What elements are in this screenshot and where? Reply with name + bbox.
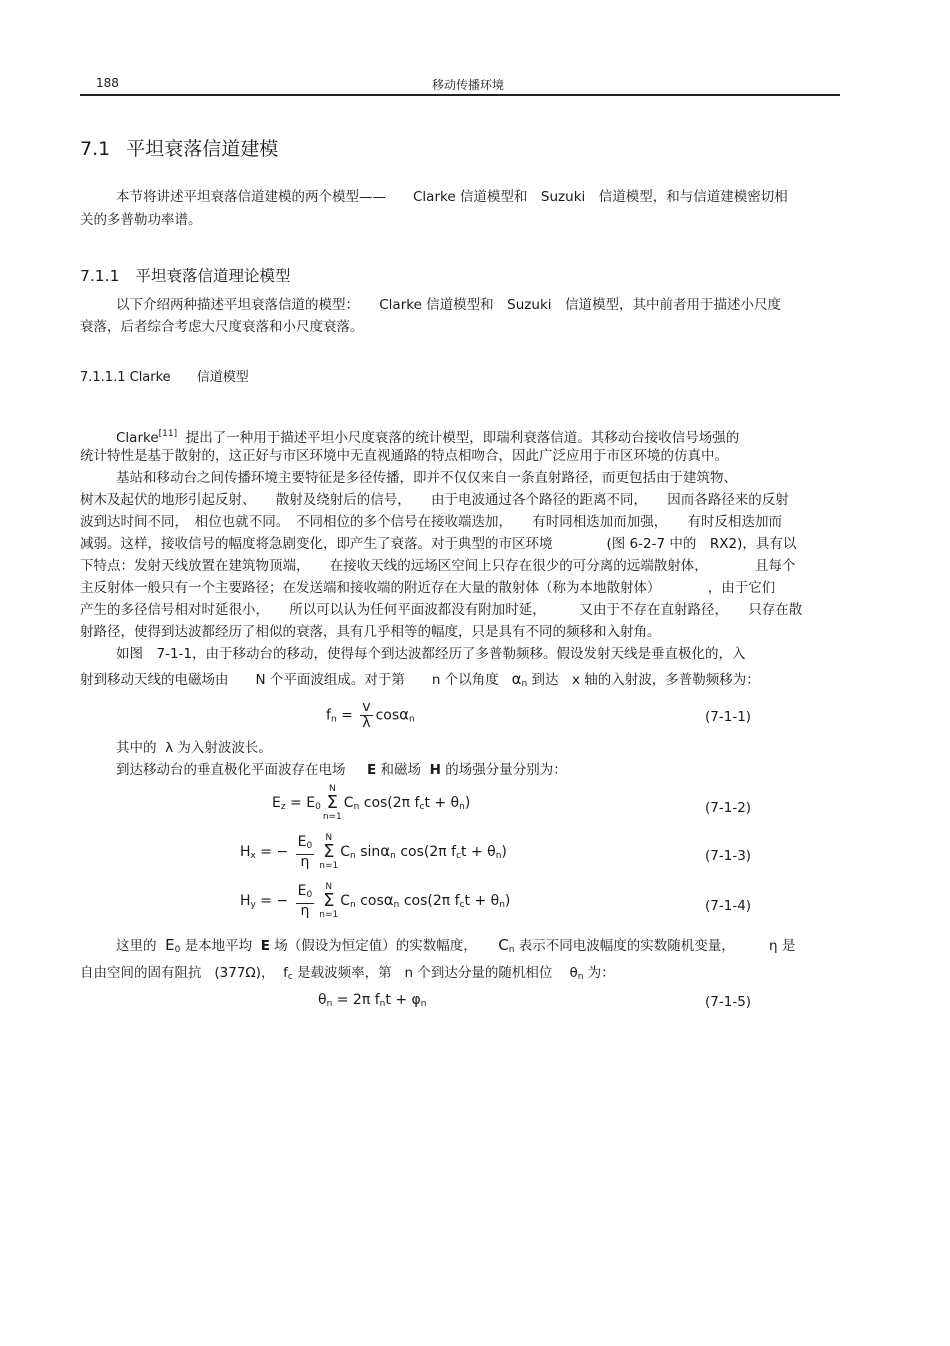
equation-7-1-3: $H_x$ = − $\frac{E_0}{\eta}$ N Σ n=1 $C_n$ sinα$_n$ cos(2π $f_ct + \theta_n$) <box>240 833 507 871</box>
equation-7-1-5: $\theta_n = 2\pi$ $f_nt + \varphi_n$ <box>318 992 427 1009</box>
body-p2-line-2: 树木及起伏的地形引起反射、 散射及绕射后的信号， 由于电波通过各个路径的距离不同， 因而各路径来的反射 <box>80 492 789 508</box>
subsection-text-line-1: 以下介绍两种描述平坦衰落信道的模型： Clarke 信道模型和 Suzuki 信道模型，其中前者用于描述小尺度 <box>116 297 782 313</box>
subsection-number: 7.1.1 <box>80 267 120 285</box>
body-p3-line-1: 如图 7-1-1，由于移动台的移动，使得每个到达波都经历了多普勒频移。假设发射天线是垂直极化的，入 <box>116 646 746 662</box>
equation-number-7-1-3: (7-1-3) <box>705 848 752 864</box>
section-title: 平坦衰落信道建模 <box>126 138 279 160</box>
equation-7-1-1: $f_n$ = $\frac{v}{\lambda}$ cosα$_n$ <box>326 699 415 731</box>
subsubsection-title: 信道模型 <box>196 370 249 385</box>
definitions-line-2: 自由空间的固有阻抗 (377Ω)， $f_c$ 是载波频率，第 n 个到达分量的随机相位 $\theta_n$ 为： <box>80 965 615 982</box>
body-p2-line-5: 下特点：发射天线放置在建筑物顶端， 在接收天线的远场区空间上只存在很少的可分离的远端散射体， 且每个 <box>80 558 796 574</box>
subsection-title: 平坦衰落信道理论模型 <box>135 267 291 285</box>
equation-number-7-1-2: (7-1-2) <box>705 800 752 816</box>
body-p2-line-3: 波到达时间不同， 相位也就不同。 不同相位的多个信号在接收端迭加， 有时同相迭加而加强， 有时反相迭加而 <box>80 514 782 530</box>
intro-line-1: 本节将讲述平坦衰落信道建模的两个模型—— Clarke 信道模型和 Suzuki 信道模型，和与信道建模密切相 <box>116 189 788 205</box>
subsection-heading <box>80 264 290 286</box>
section-number: 7.1 <box>80 138 111 160</box>
where-line: 其中的 λ 为入射波波长。 <box>116 740 272 756</box>
field-line: 到达移动台的垂直极化平面波存在电场 E 和磁场 H 的场强分量分别为： <box>116 762 567 778</box>
section-heading <box>80 134 278 161</box>
running-title: 移动传播环境 <box>432 78 505 92</box>
body-p1-line-1: Clarke[11] 提出了一种用于描述平坦小尺度衰落的统计模型，即瑞利衰落信道。其移动台接收信号场强的 <box>116 429 740 446</box>
subsection-text-line-2: 衰落，后者综合考虑大尺度衰落和小尺度衰落。 <box>80 319 364 335</box>
body-p3-line-2: 射到移动天线的电磁场由 N 个平面波组成。对于第 n 个以角度 $\alpha_n$ 到达 x 轴的入射波，多普勒频移为： <box>80 670 760 689</box>
body-p2-line-8: 射路径，使得到达波都经历了相似的衰落，具有几乎相等的幅度，只是具有不同的频移和入射角。 <box>80 624 661 640</box>
intro-line-2: 关的多普勒功率谱。 <box>80 212 202 228</box>
equation-7-1-2: $E_z = E_0$ N Σ n=1 $C_n$ cos(2π $f_ct + \theta_n$) <box>272 784 471 822</box>
header-rule <box>80 94 840 96</box>
equation-number-7-1-5: (7-1-5) <box>705 994 752 1010</box>
equation-7-1-4: $H_y$ = − $\frac{E_0}{\eta}$ N Σ n=1 $C_n$ cosα$_n$ cos(2π $f_ct + \theta_n$) <box>240 882 511 920</box>
equation-number-7-1-1: (7-1-1) <box>705 709 752 725</box>
body-p2-line-7: 产生的多径信号相对时延很小， 所以可以认为任何平面波都没有附加时延， 又由于不存在直射路径， 只存在散 <box>80 602 803 618</box>
body-p2-line-4: 减弱。这样，接收信号的幅度将急剧变化，即产生了衰落。对于典型的市区环境 (图 6-2-7 中的 RX2)，具有以 <box>80 536 797 552</box>
body-p1-line-2: 统计特性是基于散射的，这正好与市区环境中无直视通路的特点相吻合，因此广泛应用于市区环境的仿真中。 <box>80 448 728 464</box>
subsubsection-number: 7.1.1.1 Clarke <box>80 370 171 385</box>
body-p2-line-1: 基站和移动台之间传播环境主要特征是多径传播，即并不仅仅来自一条直射路径，而更包括由于建筑物、 <box>116 470 737 486</box>
definitions-line-1: 这里的 $E_0$ 是本地平均 E 场（假设为恒定值）的实数幅度， $C_n$ 表示不同电波幅度的实数随机变量， η 是 <box>116 936 796 955</box>
page-number: 188 <box>96 76 119 90</box>
citation: [11] <box>158 429 178 439</box>
body-p2-line-6: 主反射体一般只有一个主要路径；在发送端和接收端的附近存在大量的散射体（称为本地散射体） ，由于它们 <box>80 580 776 596</box>
subsubsection-heading <box>80 366 249 385</box>
equation-number-7-1-4: (7-1-4) <box>705 898 752 914</box>
